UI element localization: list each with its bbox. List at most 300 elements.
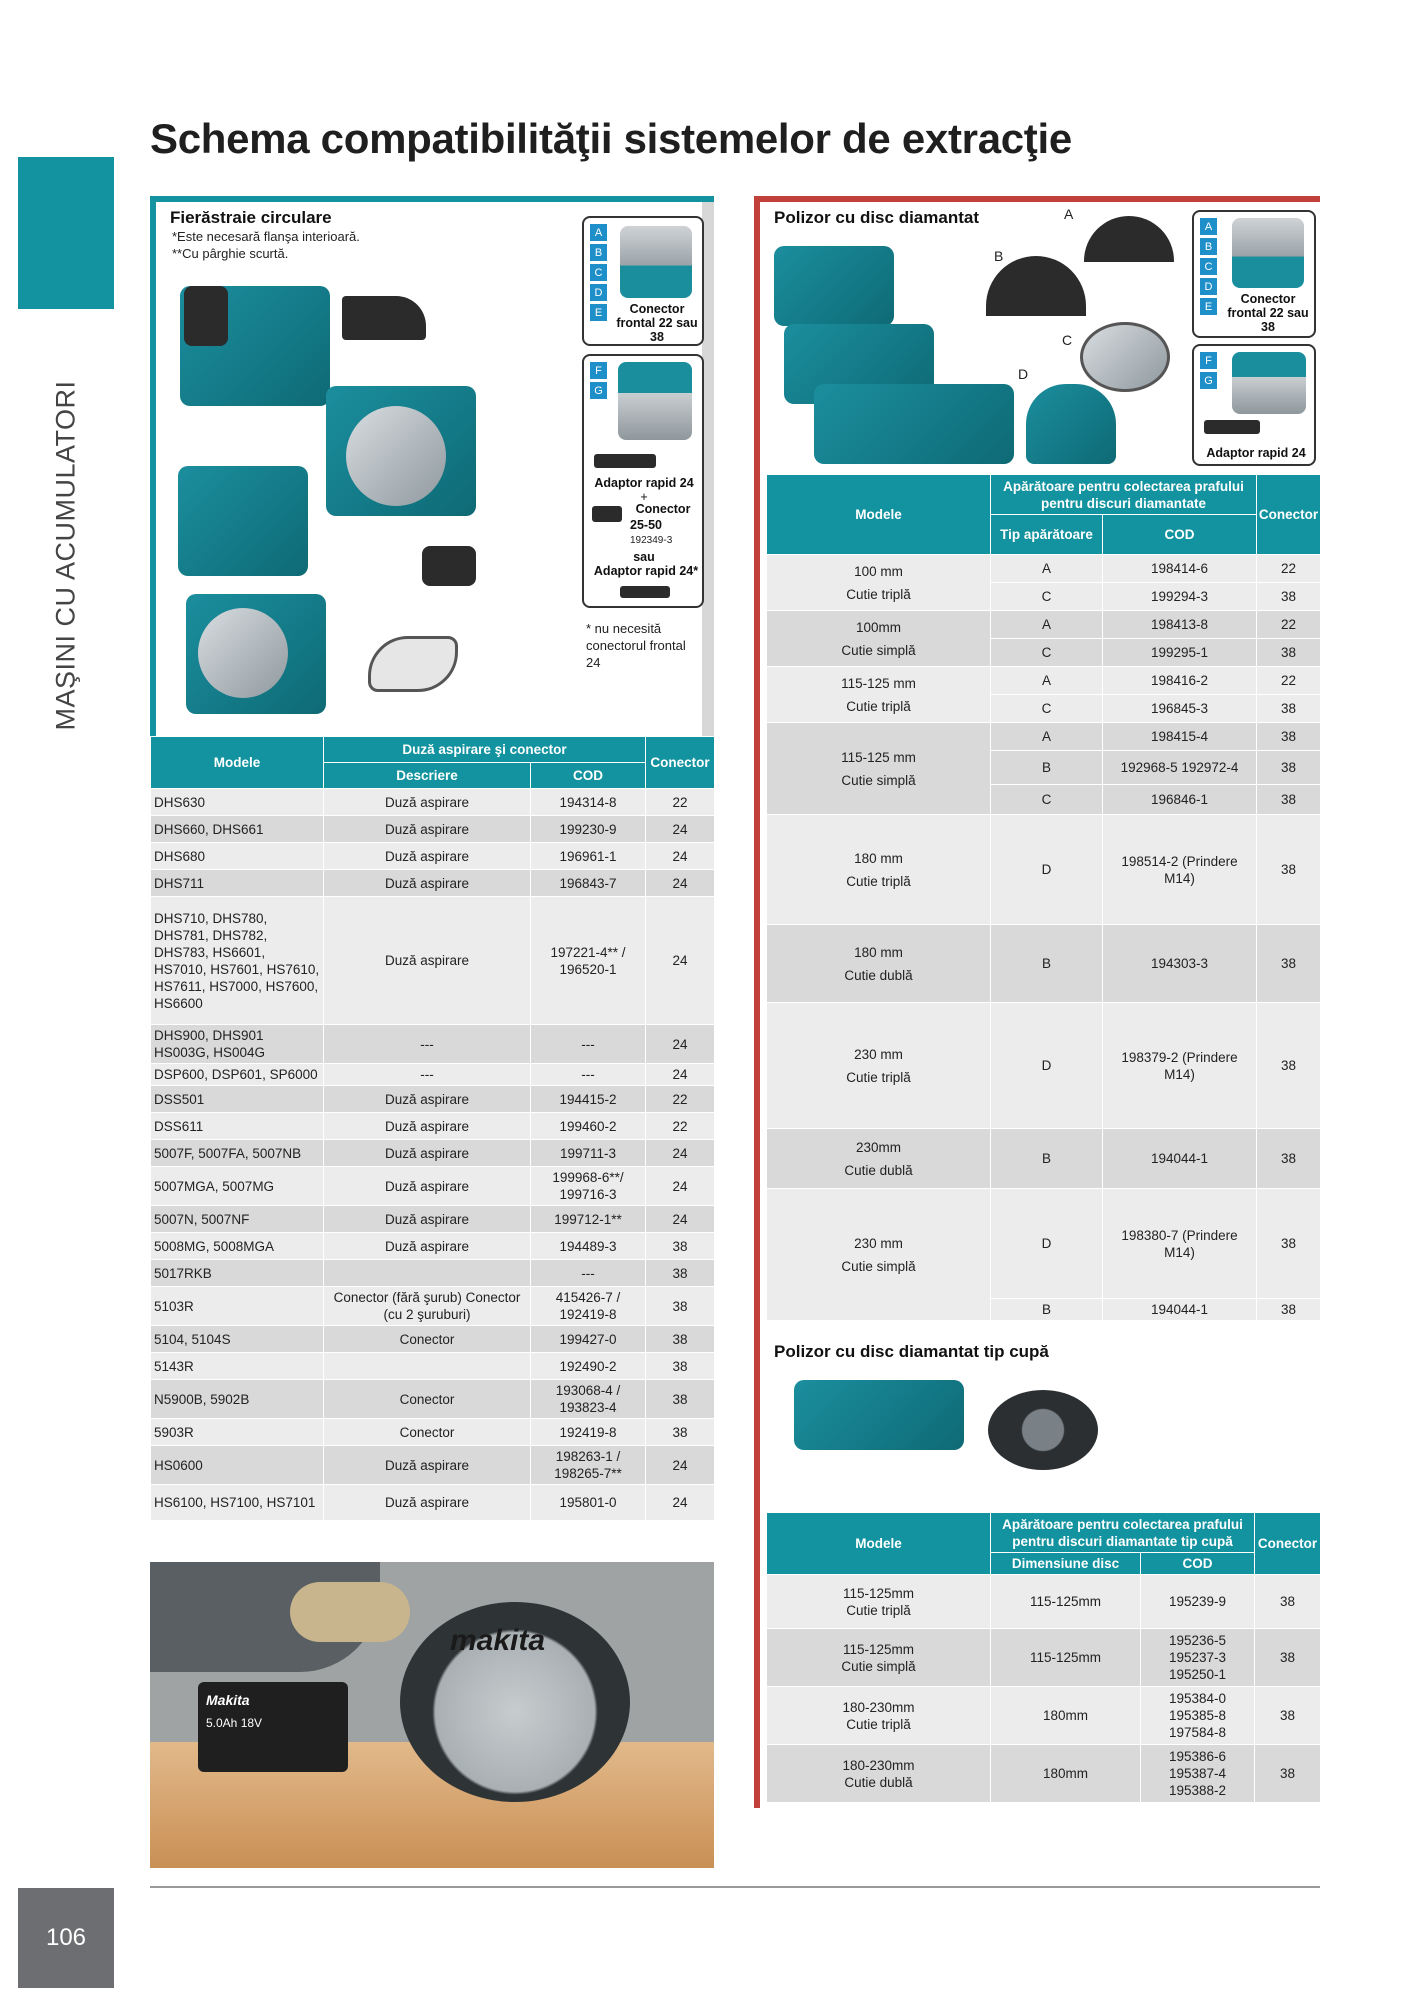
model-size: 115-125 mm bbox=[841, 675, 916, 691]
table-row bbox=[767, 1003, 1321, 1129]
code-cell: --- bbox=[531, 1025, 646, 1064]
connector-cell: 38 bbox=[1255, 1629, 1321, 1687]
model-pack: Cutie dublă bbox=[844, 1162, 913, 1178]
model-cell bbox=[767, 555, 991, 611]
diamond-guard-table bbox=[766, 474, 1321, 1321]
page-title: Schema compatibilităţii sistemelor de extracţie bbox=[150, 115, 1072, 162]
connector-cell: 38 bbox=[1257, 1129, 1321, 1189]
hand bbox=[290, 1582, 410, 1642]
plunge-saw-image bbox=[178, 466, 308, 576]
model-cell: 5017RKB bbox=[151, 1260, 324, 1287]
header-nozzle-group: Duză aspirare şi conector bbox=[324, 737, 646, 763]
model-cell: HS0600 bbox=[151, 1446, 324, 1485]
connector-cell: 22 bbox=[1257, 611, 1321, 639]
connector-cell: 24 bbox=[646, 1446, 715, 1485]
or-label: sau bbox=[633, 550, 655, 564]
adapter-alt-label: Adaptor rapid 24* bbox=[593, 564, 699, 578]
table-row bbox=[151, 1485, 715, 1521]
description-cell: --- bbox=[324, 1064, 531, 1086]
model-cell bbox=[767, 925, 991, 1003]
table-row bbox=[767, 723, 1321, 751]
model-size: 115-125mm bbox=[842, 1585, 915, 1601]
model-size: 180-230mm bbox=[842, 1757, 915, 1773]
table-row bbox=[151, 1326, 715, 1353]
letter-list bbox=[590, 362, 608, 402]
header-guard-group: Apărătoare pentru colectarea prafului pentru discuri diamantate bbox=[991, 475, 1257, 515]
header-code: COD bbox=[1141, 1553, 1255, 1575]
disc-size-cell: 115-125mm bbox=[991, 1629, 1141, 1687]
code-cell: 199711-3 bbox=[531, 1140, 646, 1167]
connector-cell: 24 bbox=[646, 870, 715, 897]
description-cell bbox=[324, 1260, 531, 1287]
letter-d: D bbox=[1200, 278, 1217, 295]
code-cell: 199295-1 bbox=[1103, 639, 1257, 667]
accessory-box-quick-adapter bbox=[582, 354, 704, 608]
connector-cell: 22 bbox=[646, 1086, 715, 1113]
model-pack: Cutie triplă bbox=[846, 586, 911, 602]
quick-adapter-image bbox=[594, 454, 656, 468]
model-cell: 5903R bbox=[151, 1419, 324, 1446]
connector-cell: 38 bbox=[1257, 723, 1321, 751]
table-row bbox=[151, 816, 715, 843]
code-cell: 194044-1 bbox=[1103, 1129, 1257, 1189]
table-row bbox=[151, 1025, 715, 1064]
model-cell: HS6100, HS7100, HS7101 bbox=[151, 1485, 324, 1521]
guard-type-cell: C bbox=[991, 785, 1103, 815]
circular-saw-compat-table bbox=[150, 736, 715, 1521]
connector-cell: 22 bbox=[646, 1113, 715, 1140]
model-cell: 5104, 5104S bbox=[151, 1326, 324, 1353]
connector-cell: 24 bbox=[646, 1064, 715, 1086]
note-flange: *Este necesară flanşa interioară. bbox=[172, 229, 360, 244]
code-cell: 198380-7 (Prindere M14) bbox=[1103, 1189, 1257, 1299]
code-cell: 198415-4 bbox=[1103, 723, 1257, 751]
code-cell: 193068-4 / 193823-4 bbox=[531, 1380, 646, 1419]
description-cell: Conector bbox=[324, 1380, 531, 1419]
code-cell: 196961-1 bbox=[531, 843, 646, 870]
guard-label-a: A bbox=[1064, 206, 1074, 222]
vacuum-cleaner-image bbox=[618, 362, 692, 440]
header-models: Modele bbox=[767, 475, 991, 555]
code-cell: 198414-6 bbox=[1103, 555, 1257, 583]
code-cell: 198263-1 / 198265-7** bbox=[531, 1446, 646, 1485]
connector-cell: 22 bbox=[1257, 555, 1321, 583]
table-row bbox=[767, 1687, 1321, 1745]
battery-spec: 5.0Ah 18V bbox=[206, 1716, 263, 1730]
code-cell: 195236-5 195237-3 195250-1 bbox=[1141, 1629, 1255, 1687]
angle-grinder-image bbox=[774, 246, 894, 326]
table-row bbox=[151, 1380, 715, 1419]
letter-g: G bbox=[1200, 372, 1217, 389]
connector-cell: 38 bbox=[646, 1326, 715, 1353]
vacuum-cleaner-image bbox=[1232, 218, 1304, 288]
table-row bbox=[151, 1140, 715, 1167]
connector-cell: 24 bbox=[646, 1025, 715, 1064]
model-cell: DSS611 bbox=[151, 1113, 324, 1140]
model-cell bbox=[767, 611, 991, 667]
box-caption: Conector frontal 22 sau 38 bbox=[616, 302, 698, 344]
table-row bbox=[767, 555, 1321, 583]
model-cell: 5103R bbox=[151, 1287, 324, 1326]
code-cell: --- bbox=[531, 1260, 646, 1287]
model-pack: Cutie triplă bbox=[846, 1069, 911, 1085]
table-row bbox=[767, 1129, 1321, 1189]
letter-g: G bbox=[590, 382, 607, 399]
connector-cell: 38 bbox=[1255, 1687, 1321, 1745]
box-caption: Adaptor rapid 24 bbox=[1206, 446, 1306, 460]
description-cell: Duză aspirare bbox=[324, 1086, 531, 1113]
model-cell bbox=[767, 667, 991, 723]
model-cell: 5007F, 5007FA, 5007NB bbox=[151, 1140, 324, 1167]
letter-list bbox=[1200, 218, 1218, 318]
header-models: Modele bbox=[151, 737, 324, 789]
table-row bbox=[151, 897, 715, 1025]
model-cell: DHS900, DHS901 HS003G, HS004G bbox=[151, 1025, 324, 1064]
description-cell: Conector (fără şurub) Conector (cu 2 şuruburi) bbox=[324, 1287, 531, 1326]
model-pack: Cutie simplă bbox=[841, 1658, 916, 1674]
header-connector: Conector bbox=[1255, 1513, 1321, 1575]
table-row bbox=[151, 1206, 715, 1233]
model-pack: Cutie dublă bbox=[844, 967, 913, 983]
header-connector: Conector bbox=[646, 737, 715, 789]
code-cell: 194303-3 bbox=[1103, 925, 1257, 1003]
guard-type-cell: C bbox=[991, 695, 1103, 723]
letter-f: F bbox=[1200, 352, 1217, 369]
code-cell: 195384-0 195385-8 197584-8 bbox=[1141, 1687, 1255, 1745]
model-pack: Cutie triplă bbox=[846, 698, 911, 714]
code-cell: 199712-1** bbox=[531, 1206, 646, 1233]
header-connector: Conector bbox=[1257, 475, 1321, 555]
model-cell: 5007N, 5007NF bbox=[151, 1206, 324, 1233]
description-cell: Conector bbox=[324, 1419, 531, 1446]
disc-size-cell: 180mm bbox=[991, 1687, 1141, 1745]
guard-type-cell: B bbox=[991, 1129, 1103, 1189]
guard-type-cell: C bbox=[991, 583, 1103, 611]
description-cell: Conector bbox=[324, 1326, 531, 1353]
connector-cell: 38 bbox=[1257, 695, 1321, 723]
code-cell: --- bbox=[531, 1064, 646, 1086]
code-cell: 415426-7 / 192419-8 bbox=[531, 1287, 646, 1326]
bottom-rule bbox=[150, 1886, 1320, 1888]
code-cell: 196846-1 bbox=[1103, 785, 1257, 815]
letter-b: B bbox=[1200, 238, 1217, 255]
description-cell: Duză aspirare bbox=[324, 789, 531, 816]
model-size: 115-125mm bbox=[842, 1641, 915, 1657]
vacuum-cleaner-image bbox=[620, 226, 692, 298]
code-cell: 198413-8 bbox=[1103, 611, 1257, 639]
code-cell: 192419-8 bbox=[531, 1419, 646, 1446]
table-row bbox=[151, 870, 715, 897]
code-cell: 198416-2 bbox=[1103, 667, 1257, 695]
side-section-label: MAŞINI CU ACUMULATORI bbox=[50, 379, 81, 731]
connector-cell: 38 bbox=[1257, 785, 1321, 815]
model-cell: DHS630 bbox=[151, 789, 324, 816]
table-row bbox=[151, 1086, 715, 1113]
diamond-grinder-panel bbox=[754, 196, 1320, 1808]
table-row bbox=[767, 815, 1321, 925]
description-cell: Duză aspirare bbox=[324, 1233, 531, 1260]
angle-grinder-image bbox=[814, 384, 1014, 464]
adapter-label: Adaptor rapid 24 bbox=[594, 476, 694, 490]
code-cell: 199294-3 bbox=[1103, 583, 1257, 611]
disc-size-cell: 115-125mm bbox=[991, 1575, 1141, 1629]
letter-c: C bbox=[590, 264, 607, 281]
guard-type-cell: A bbox=[991, 723, 1103, 751]
model-cell bbox=[767, 815, 991, 925]
connector-cell: 38 bbox=[646, 1287, 715, 1326]
connector-cell: 24 bbox=[646, 1167, 715, 1206]
code-cell: 196843-7 bbox=[531, 870, 646, 897]
connector-cell: 24 bbox=[646, 1206, 715, 1233]
connector-cell: 38 bbox=[646, 1233, 715, 1260]
dust-nozzle-image bbox=[342, 296, 426, 340]
connector-cell: 38 bbox=[1257, 1189, 1321, 1299]
code-cell: 196845-3 bbox=[1103, 695, 1257, 723]
model-pack: Cutie simplă bbox=[841, 642, 916, 658]
header-code: COD bbox=[1103, 515, 1257, 555]
connector-cell: 38 bbox=[1257, 925, 1321, 1003]
model-cell bbox=[767, 1745, 991, 1803]
letter-e: E bbox=[1200, 298, 1217, 315]
connector-cell: 24 bbox=[646, 1485, 715, 1521]
vacuum-cleaner-image bbox=[1232, 352, 1306, 414]
description-cell: Duză aspirare bbox=[324, 897, 531, 1025]
header-models: Modele bbox=[767, 1513, 991, 1575]
description-cell: Duză aspirare bbox=[324, 870, 531, 897]
code-cell: 194044-1 bbox=[1103, 1299, 1257, 1321]
model-pack: Cutie simplă bbox=[841, 772, 916, 788]
code-cell: 192490-2 bbox=[531, 1353, 646, 1380]
code-cell: 194314-8 bbox=[531, 789, 646, 816]
disc-size-cell: 180mm bbox=[991, 1745, 1141, 1803]
cup-guard-image bbox=[988, 1390, 1098, 1470]
model-cell bbox=[767, 1003, 991, 1129]
letter-a: A bbox=[590, 224, 607, 241]
description-cell: Duză aspirare bbox=[324, 1446, 531, 1485]
connector-cell: 24 bbox=[646, 897, 715, 1025]
description-cell: Duză aspirare bbox=[324, 1485, 531, 1521]
code-cell: 194489-3 bbox=[531, 1233, 646, 1260]
model-cell: 5143R bbox=[151, 1353, 324, 1380]
table-row bbox=[151, 1167, 715, 1206]
model-size: 100mm bbox=[855, 619, 901, 635]
table-row bbox=[767, 1629, 1321, 1687]
model-cell: DHS660, DHS661 bbox=[151, 816, 324, 843]
quick-adapter-image bbox=[620, 586, 670, 598]
accessory-box-front-connector bbox=[1192, 210, 1316, 338]
table-row bbox=[151, 1287, 715, 1326]
box-caption: Conector frontal 22 sau 38 bbox=[1227, 292, 1309, 334]
accessory-box-quick-adapter bbox=[1192, 344, 1316, 466]
model-size: 100 mm bbox=[854, 563, 903, 579]
guard-type-cell: B bbox=[991, 925, 1103, 1003]
guard-type-cell: D bbox=[991, 1003, 1103, 1129]
connector-cell: 38 bbox=[1257, 751, 1321, 785]
model-size: 115-125 mm bbox=[841, 749, 916, 765]
header-code: COD bbox=[531, 763, 646, 789]
section-heading: Polizor cu disc diamantat bbox=[774, 208, 979, 227]
guard-c-image bbox=[1080, 322, 1170, 392]
header-guard-type: Tip apărătoare bbox=[991, 515, 1103, 555]
guard-type-cell: A bbox=[991, 667, 1103, 695]
header-description: Descriere bbox=[324, 763, 531, 789]
model-cell: DHS680 bbox=[151, 843, 324, 870]
model-pack: Cutie triplă bbox=[846, 1602, 911, 1618]
letter-c: C bbox=[1200, 258, 1217, 275]
saw-blade-image bbox=[198, 608, 288, 698]
letter-a: A bbox=[1200, 218, 1217, 235]
guard-type-cell: B bbox=[991, 751, 1103, 785]
description-cell: Duză aspirare bbox=[324, 1140, 531, 1167]
header-cup-group: Apărătoare pentru colectarea prafului pentru discuri diamantate tip cupă bbox=[991, 1513, 1255, 1553]
accessory-box-front-connector bbox=[582, 216, 704, 346]
connector-code: 192349-3 bbox=[630, 535, 673, 546]
model-pack: Cutie triplă bbox=[846, 1716, 911, 1732]
connector-label: Conector bbox=[635, 502, 691, 516]
connector-cell: 22 bbox=[1257, 667, 1321, 695]
guard-type-cell: D bbox=[991, 1189, 1103, 1299]
guard-type-cell: B bbox=[991, 1299, 1103, 1321]
model-cell: 5007MGA, 5007MG bbox=[151, 1167, 324, 1206]
table-row bbox=[151, 1419, 715, 1446]
guard-type-cell: A bbox=[991, 555, 1103, 583]
description-cell bbox=[324, 1353, 531, 1380]
model-size: 230 mm bbox=[854, 1235, 903, 1251]
connector-cell: 38 bbox=[646, 1380, 715, 1419]
section-heading: Fierăstraie circulare bbox=[170, 208, 332, 227]
connector-cell: 38 bbox=[1257, 1003, 1321, 1129]
model-cell: DHS711 bbox=[151, 870, 324, 897]
section-heading-cup: Polizor cu disc diamantat tip cupă bbox=[774, 1342, 1049, 1361]
guard-type-cell: A bbox=[991, 611, 1103, 639]
table-row bbox=[767, 1189, 1321, 1299]
quick-adapter-image bbox=[1204, 420, 1260, 434]
battery-pack bbox=[198, 1682, 348, 1772]
guard-label-c: C bbox=[1062, 332, 1073, 348]
table-row bbox=[767, 667, 1321, 695]
description-cell: Duză aspirare bbox=[324, 1167, 531, 1206]
model-cell: DSP600, DSP601, SP6000 bbox=[151, 1064, 324, 1086]
model-cell bbox=[767, 1629, 991, 1687]
footnote-adapter: * nu necesită conectorul frontal 24 bbox=[586, 621, 686, 670]
letter-f: F bbox=[590, 362, 607, 379]
guard-type-cell: D bbox=[991, 815, 1103, 925]
table-row bbox=[151, 1260, 715, 1287]
note-lever: **Cu pârghie scurtă. bbox=[172, 246, 289, 261]
model-cell bbox=[767, 1129, 991, 1189]
code-cell: 195801-0 bbox=[531, 1485, 646, 1521]
angle-grinder-image bbox=[794, 1380, 964, 1450]
model-size: 180-230mm bbox=[842, 1699, 915, 1715]
code-cell: 195386-6 195387-4 195388-2 bbox=[1141, 1745, 1255, 1803]
connector-cell: 38 bbox=[646, 1260, 715, 1287]
connector-cell: 38 bbox=[646, 1353, 715, 1380]
connector-image bbox=[592, 506, 622, 522]
cup-guard-table bbox=[766, 1512, 1321, 1803]
saw-blade-image bbox=[346, 406, 446, 506]
brand-logo: makita bbox=[450, 1624, 546, 1657]
table-row bbox=[767, 1575, 1321, 1629]
description-cell: Duză aspirare bbox=[324, 1113, 531, 1140]
description-cell: --- bbox=[324, 1025, 531, 1064]
code-cell: 198514-2 (Prindere M14) bbox=[1103, 815, 1257, 925]
letter-d: D bbox=[590, 284, 607, 301]
header-disc-size: Dimensiune disc bbox=[991, 1553, 1141, 1575]
code-cell: 199230-9 bbox=[531, 816, 646, 843]
model-cell bbox=[767, 1687, 991, 1745]
guard-label-d: D bbox=[1018, 366, 1029, 382]
table-row bbox=[151, 1064, 715, 1086]
model-cell bbox=[767, 1575, 991, 1629]
side-color-block bbox=[18, 157, 114, 309]
model-size: 230mm bbox=[855, 1139, 901, 1155]
plus-sign: + bbox=[640, 490, 648, 504]
table-row bbox=[151, 843, 715, 870]
model-size: 180 mm bbox=[854, 944, 903, 960]
table-row bbox=[151, 1446, 715, 1485]
table-row bbox=[151, 1353, 715, 1380]
code-cell: 195239-9 bbox=[1141, 1575, 1255, 1629]
model-cell bbox=[767, 723, 991, 815]
model-cell: DHS710, DHS780, DHS781, DHS782, DHS783, HS6601, HS7010, HS7601, HS7610, HS7611, HS7000, HS7600, HS6600 bbox=[151, 897, 324, 1025]
code-cell: 199427-0 bbox=[531, 1326, 646, 1353]
connector-image bbox=[422, 546, 476, 586]
connector-cell: 38 bbox=[1255, 1575, 1321, 1629]
table-row bbox=[767, 1745, 1321, 1803]
connector-cell: 24 bbox=[646, 1140, 715, 1167]
letter-list bbox=[590, 224, 608, 324]
circular-saws-panel bbox=[150, 196, 714, 1546]
model-size: 180 mm bbox=[854, 850, 903, 866]
table-row bbox=[151, 1233, 715, 1260]
letter-e: E bbox=[590, 304, 607, 321]
connector-cell: 22 bbox=[646, 789, 715, 816]
code-cell: 197221-4** / 196520-1 bbox=[531, 897, 646, 1025]
connector-cell: 38 bbox=[646, 1419, 715, 1446]
guard-type-cell: C bbox=[991, 639, 1103, 667]
battery-image bbox=[184, 286, 228, 346]
model-pack: Cutie dublă bbox=[844, 1774, 913, 1790]
code-cell: 192968-5 192972-4 bbox=[1103, 751, 1257, 785]
model-cell bbox=[767, 1189, 991, 1321]
letter-list bbox=[1200, 352, 1218, 392]
connector-cell: 38 bbox=[1257, 815, 1321, 925]
connector-size: 25-50 bbox=[630, 518, 662, 532]
letter-b: B bbox=[590, 244, 607, 261]
guard-d-image bbox=[1026, 384, 1116, 464]
code-cell: 198379-2 (Prindere M14) bbox=[1103, 1003, 1257, 1129]
description-cell: Duză aspirare bbox=[324, 843, 531, 870]
table-row bbox=[767, 925, 1321, 1003]
table-row bbox=[767, 611, 1321, 639]
code-cell: 199968-6**/ 199716-3 bbox=[531, 1167, 646, 1206]
code-cell: 199460-2 bbox=[531, 1113, 646, 1140]
description-cell: Duză aspirare bbox=[324, 816, 531, 843]
connector-cell: 24 bbox=[646, 843, 715, 870]
table-row bbox=[151, 1113, 715, 1140]
model-cell: 5008MG, 5008MGA bbox=[151, 1233, 324, 1260]
guard-label-b: B bbox=[994, 248, 1004, 264]
description-cell: Duză aspirare bbox=[324, 1206, 531, 1233]
model-pack: Cutie triplă bbox=[846, 873, 911, 889]
table-row bbox=[151, 789, 715, 816]
connector-cell: 24 bbox=[646, 816, 715, 843]
saw-with-vacuum-photo bbox=[150, 1562, 714, 1868]
model-pack: Cutie simplă bbox=[841, 1258, 916, 1274]
model-cell: N5900B, 5902B bbox=[151, 1380, 324, 1419]
code-cell: 194415-2 bbox=[531, 1086, 646, 1113]
page-number: 106 bbox=[18, 1888, 114, 1988]
